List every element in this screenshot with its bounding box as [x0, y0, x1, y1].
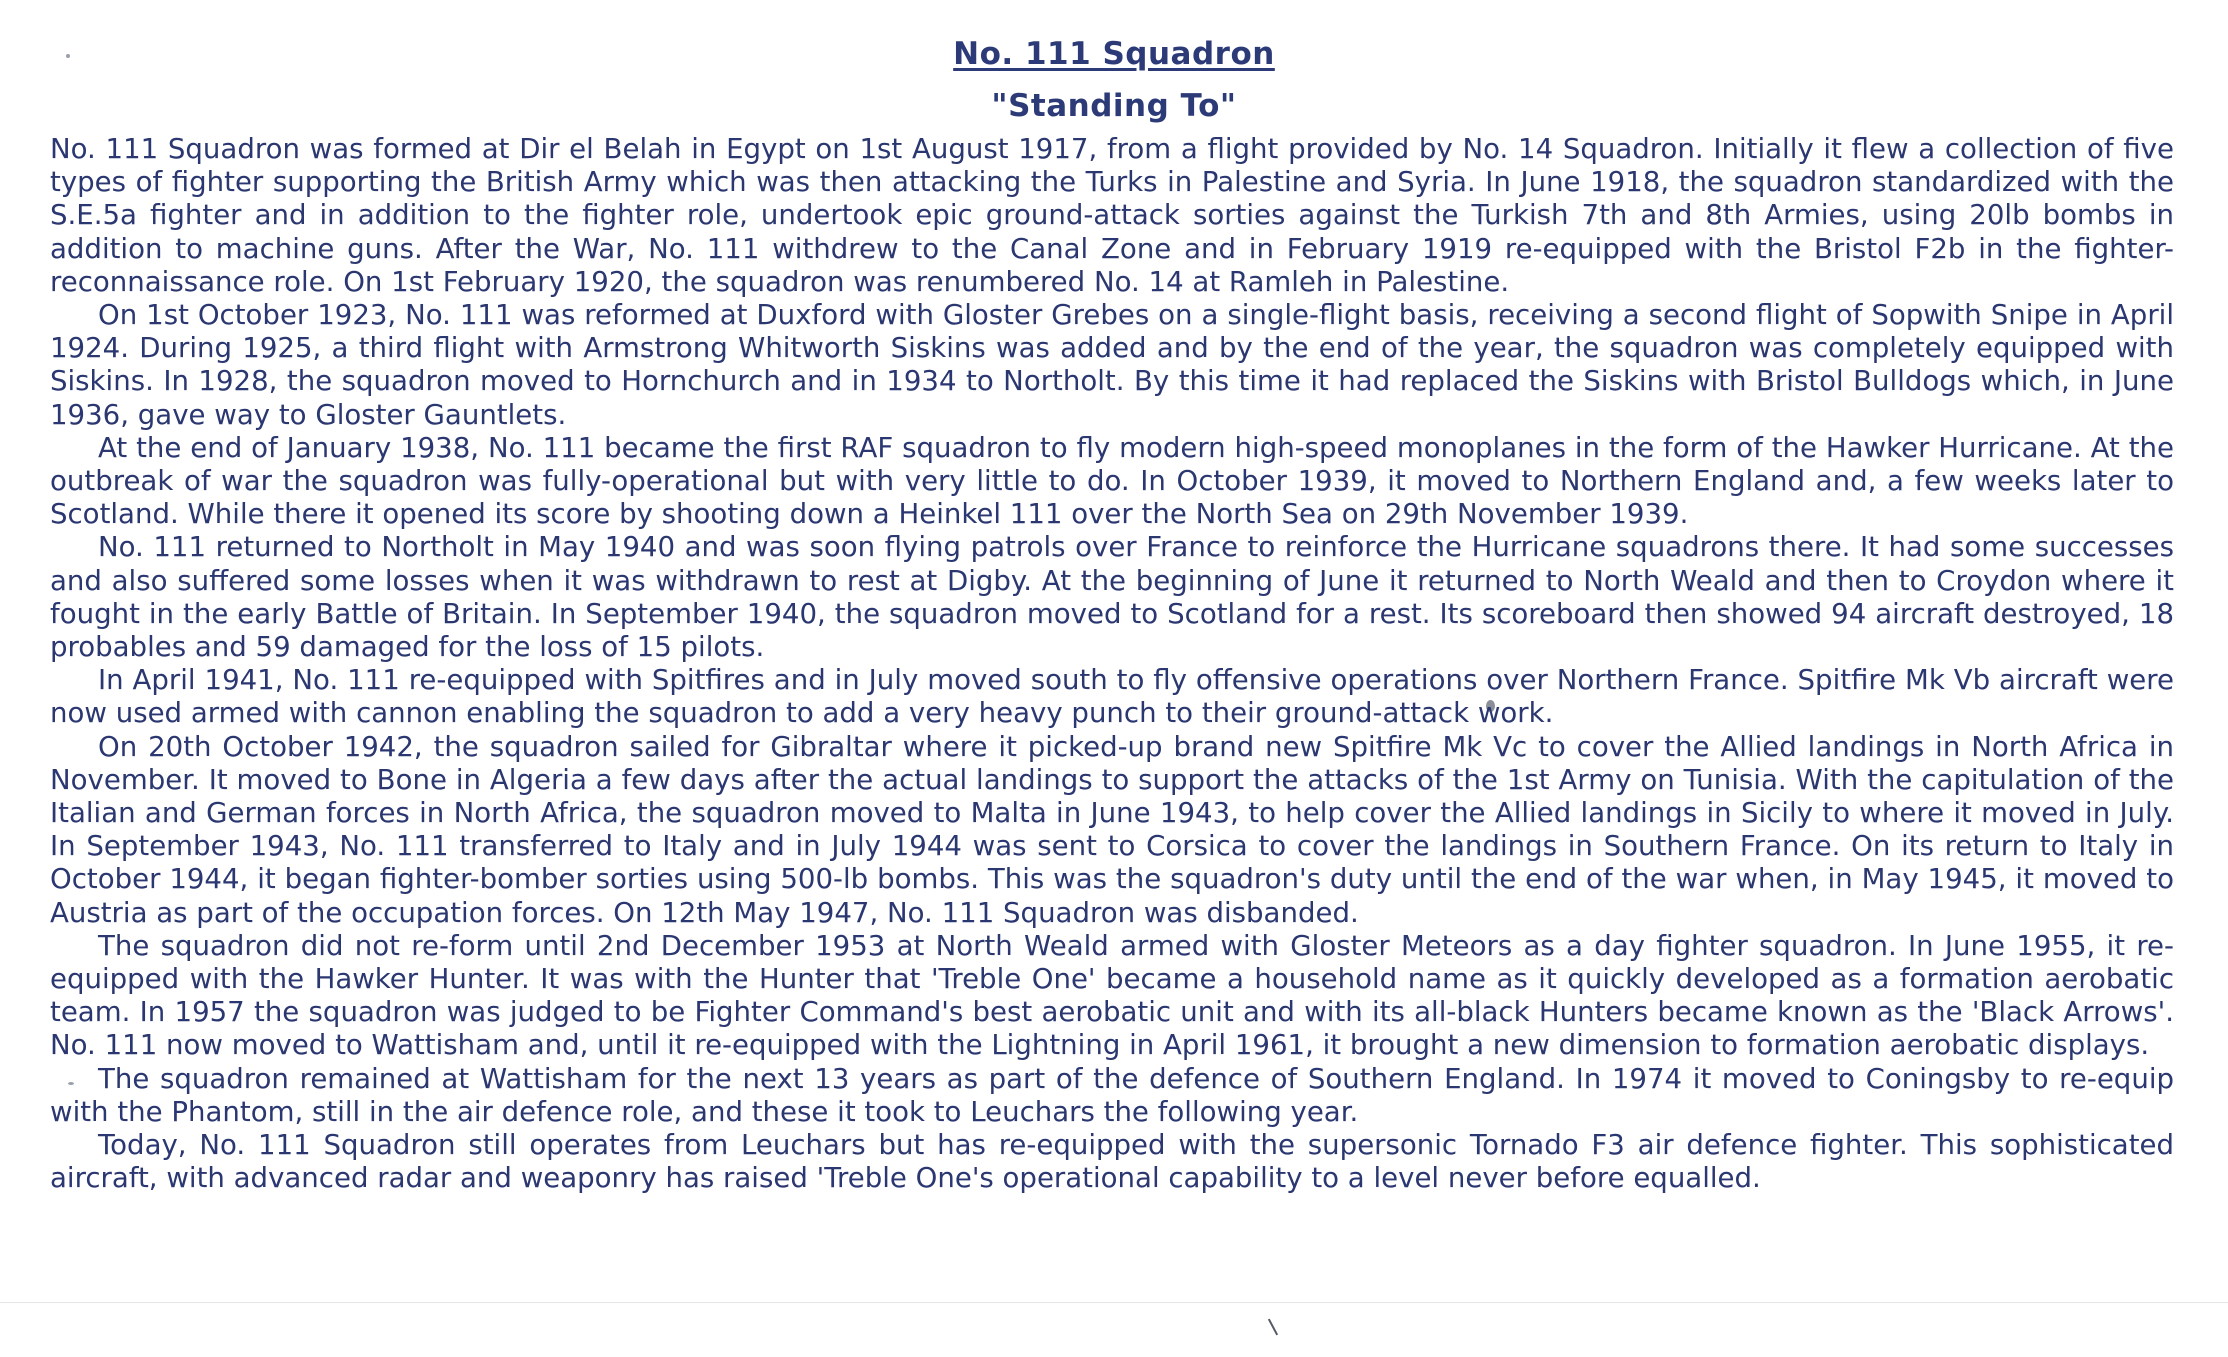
page-edge-divider [0, 1302, 2228, 1303]
paragraph-3: At the end of January 1938, No. 111 became the first RAF squadron to fly modern high-speed monoplanes in the form of the Hawker Hurricane. At the outbreak of war the squadron was fully-operational but with very little to do. In October 1939, it moved to Northern England and, a few weeks later to Scotland. While there it opened its score by shooting down a Heinkel 111 over the North Sea on 29th November 1939. [50, 430, 2174, 531]
scan-mark [1268, 1319, 1278, 1336]
paragraph-2: On 1st October 1923, No. 111 was reformed at Duxford with Gloster Grebes on a single-flight basis, receiving a second flight of Sopwith Snipe in April 1924. During 1925, a third flight with Armstrong Whitworth Siskins was added and by the end of the year, the squadron was completely equipped with Siskins. In 1928, the squadron moved to Hornchurch and in 1934 to Northolt. By this time it had replaced the Siskins with Bristol Bulldogs which, in June 1936, gave way to Gloster Gauntlets. [50, 298, 2174, 431]
paragraph-8: The squadron remained at Wattisham for the next 13 years as part of the defence of Southern England. In 1974 it moved to Coningsby to re-equip with the Phantom, still in the air defence role, and these it took to Leuchars the following year. [50, 1061, 2174, 1128]
paragraph-1: No. 111 Squadron was formed at Dir el Belah in Egypt on 1st August 1917, from a flight provided by No. 14 Squadron. Initially it flew a collection of five types of fighter supporting the British Army which was then attacking the Turks in Palestine and Syria. In June 1918, the squadron standardized with the S.E.5a fighter and in addition to the fighter role, undertook epic ground-attack sorties against the Turkish 7th and 8th Armies, using 20lb bombs in addition to machine guns. After the War, No. 111 withdrew to the Canal Zone and in February 1919 re-equipped with the Bristol F2b in the fighter-reconnaissance role. On 1st February 1920, the squadron was renumbered No. 14 at Ramleh in Palestine. [50, 132, 2174, 298]
paragraph-6: On 20th October 1942, the squadron sailed for Gibraltar where it picked-up brand new Spitfire Mk Vc to cover the Allied landings in North Africa in November. It moved to Bone in Algeria a few days after the actual landings to support the attacks of the 1st Army on Tunisia. With the capitulation of the Italian and German forces in North Africa, the squadron moved to Malta in June 1943, to help cover the Allied landings in Sicily to where it moved in July. In September 1943, No. 111 transferred to Italy and in July 1944 was sent to Corsica to cover the landings in Southern France. On its return to Italy in October 1944, it began fighter-bomber sorties using 500-lb bombs. This was the squadron's duty until the end of the war when, in May 1945, it moved to Austria as part of the occupation forces. On 12th May 1947, No. 111 Squadron was disbanded. [50, 729, 2174, 929]
body-text [50, 132, 2174, 1195]
paragraph-4: No. 111 returned to Northolt in May 1940 and was soon flying patrols over France to reinforce the Hurricane squadrons there. It had some successes and also suffered some losses when it was withdrawn to rest at Digby. At the beginning of June it returned to North Weald and then to Croydon where it fought in the early Battle of Britain. In September 1940, the squadron moved to Scotland for a rest. Its scoreboard then showed 94 aircraft destroyed, 18 probables and 59 damaged for the loss of 15 pilots. [50, 530, 2174, 664]
page-title: No. 111 Squadron [953, 36, 1275, 72]
page-subtitle: "Standing To" [991, 88, 1237, 124]
paragraph-5: In April 1941, No. 111 re-equipped with Spitfires and in July moved south to fly offensive operations over Northern France. Spitfire Mk Vb aircraft were now used armed with cannon enabling the squadron to add a very heavy punch to their ground-attack work. [50, 663, 2174, 730]
paragraph-7: The squadron did not re-form until 2nd December 1953 at North Weald armed with Gloster Meteors as a day fighter squadron. In June 1955, it re-equipped with the Hawker Hunter. It was with the Hunter that 'Treble One' became a household name as it quickly developed as a formation aerobatic team. In 1957 the squadron was judged to be Fighter Command's best aerobatic unit and with its all-black Hunters became known as the 'Black Arrows'. No. 111 now moved to Wattisham and, until it re-equipped with the Lightning in April 1961, it brought a new dimension to formation aerobatic displays. [50, 928, 2174, 1062]
paragraph-9: Today, No. 111 Squadron still operates from Leuchars but has re-equipped with the supersonic Tornado F3 air defence fighter. This sophisticated aircraft, with advanced radar and weaponry has raised 'Treble One's operational capability to a level never before equalled. [50, 1128, 2174, 1195]
